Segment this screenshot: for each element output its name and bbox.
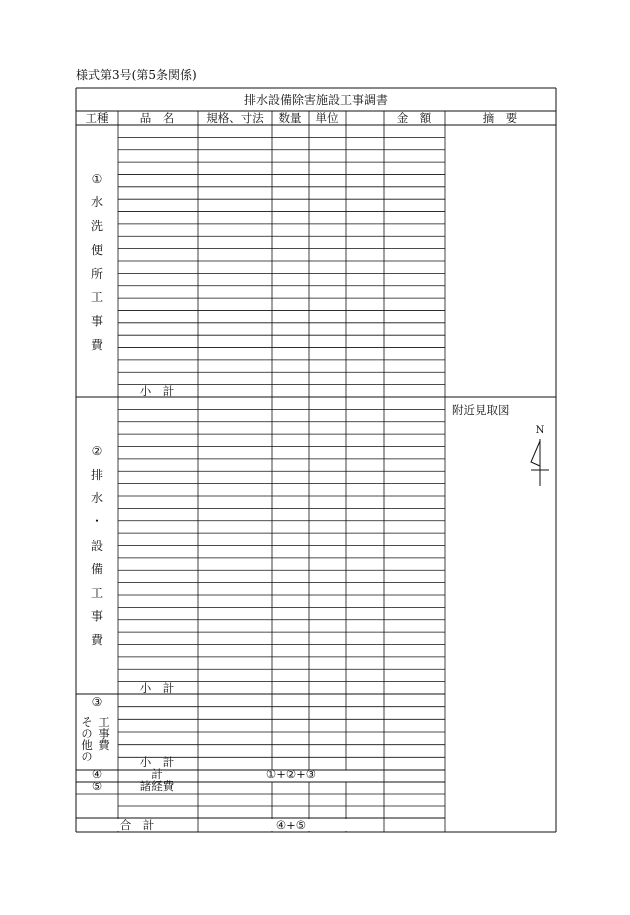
header-amount: 金 額 [396,111,432,125]
grand-total-formula: ④+⑤ [275,818,307,832]
section2-char-5: 工 [90,586,104,600]
header-remarks: 摘 要 [482,111,518,125]
header-type: 工種 [85,111,109,125]
header-unit: 単位 [315,111,339,125]
section2-char-4: 備 [90,562,104,576]
section2-char-3: 設 [90,539,104,553]
section3-number: ③ [91,695,103,709]
section1-char-5: 事 [90,314,104,328]
grand-total-label: 合 計 [119,818,155,832]
header-quantity: 数量 [278,111,302,125]
map-label: 附近見取図 [452,403,510,417]
header-spec: 規格、寸法 [206,111,264,125]
total-number: ④ [91,767,103,781]
section1-number: ① [91,172,103,186]
section3-line-1: 工事費 [97,716,111,751]
section2-char-1: 水 [90,491,104,505]
section3-subtotal: 小 計 [139,755,175,769]
north-label: N [535,425,545,436]
section1-char-4: 工 [90,290,104,304]
section2-number: ② [91,444,103,458]
form-label: 様式第3号(第5条関係) [76,68,197,82]
expenses-label: 諸経費 [139,779,175,793]
section3-line-0: その他の [80,716,94,762]
section1-char-2: 便 [90,243,104,257]
table-title: 排水設備除害施設工事調書 [243,93,389,107]
section2-subtotal: 小 計 [139,681,175,695]
total-formula: ①+②+③ [265,767,317,781]
total-label: 計 [151,767,163,781]
section1-subtotal: 小 計 [139,384,175,398]
section2-char-7: 費 [90,633,104,647]
header-item-name: 品 名 [139,111,175,125]
section1-char-1: 洗 [90,219,104,233]
section2-char-0: 排 [90,468,104,482]
north-arrow-icon [531,439,549,486]
table-grid-lines [76,88,556,832]
section1-char-0: 水 [90,195,104,209]
section2-char-2: ・ [90,514,104,528]
section2-char-6: 事 [90,609,104,623]
section1-char-3: 所 [90,267,104,281]
expenses-number: ⑤ [91,779,103,793]
section1-char-6: 費 [90,338,104,352]
